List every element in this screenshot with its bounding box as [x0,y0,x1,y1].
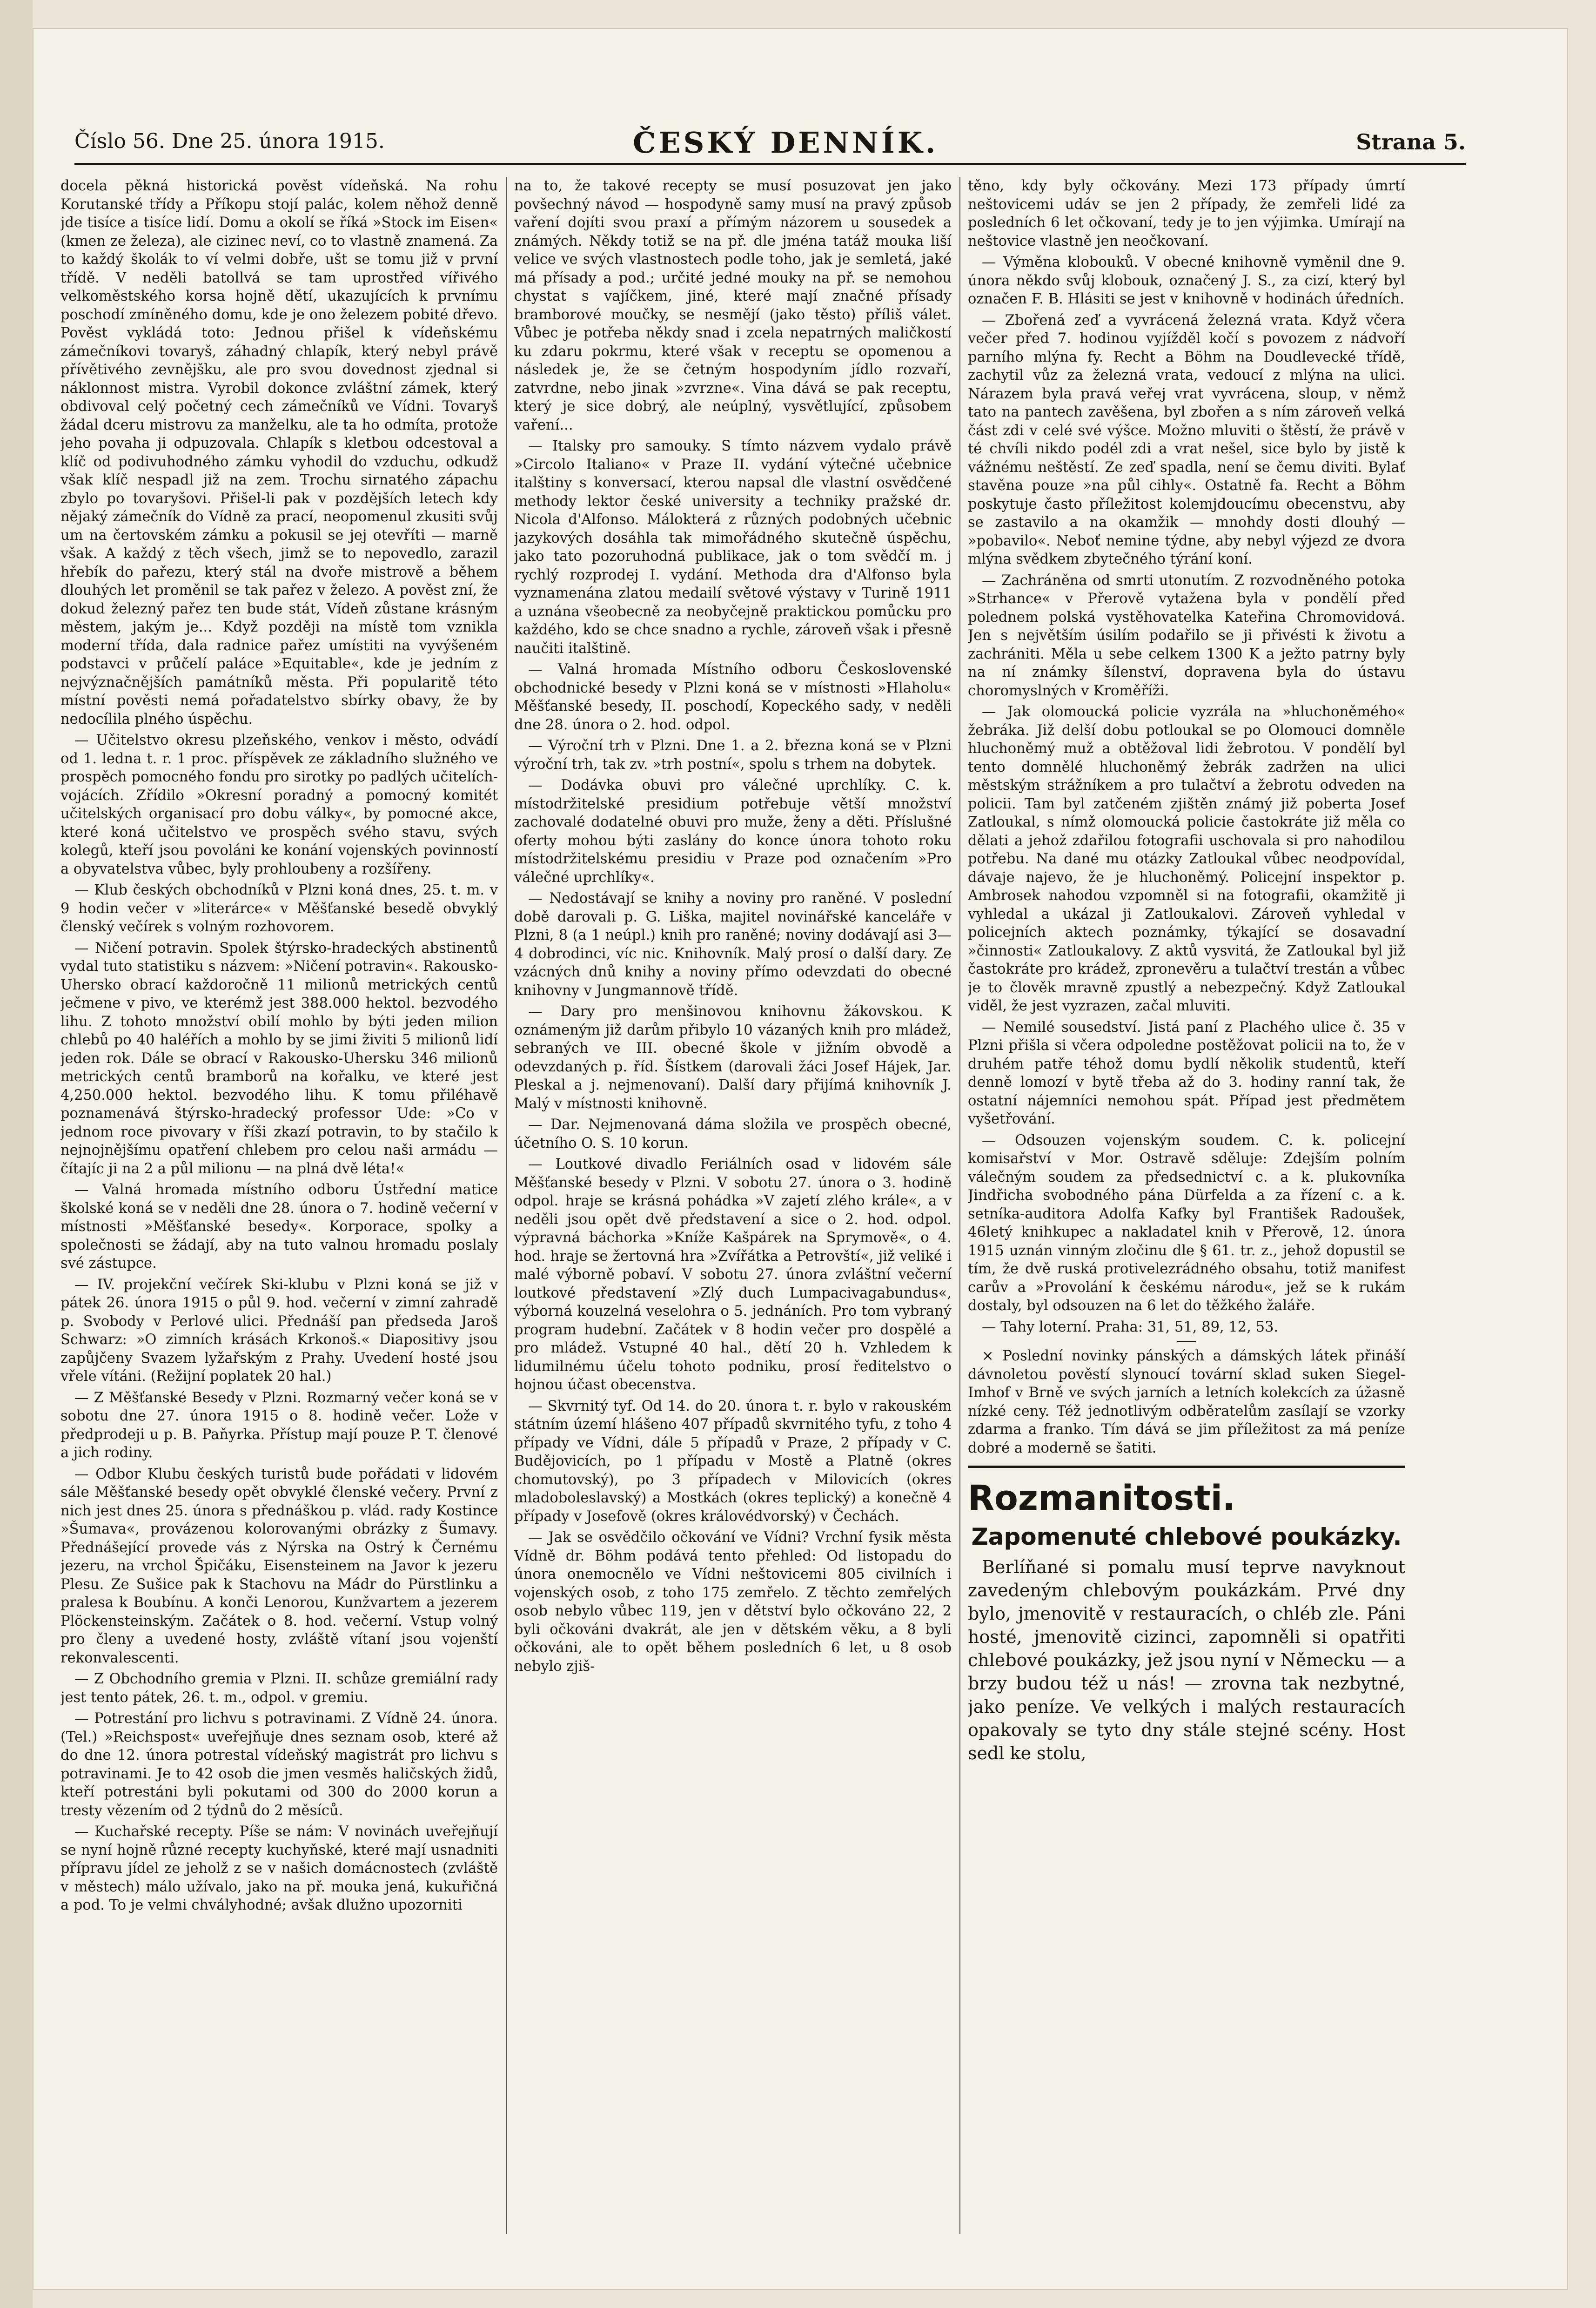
article: — Klub českých obchodníků v Plzni koná dnes, 25. t. m. v 9 hodin večer v »literárce« v Měšťanské besedě obvyklý členský večírek s volným rozhovorem. [60,882,498,935]
article: — Jak olomoucká policie vyzrála na »hluchoněmého« žebráka. Již delší dobu potloukal se po Olomouci domněle hluchoněmý muž a obtěžoval lidi žebrotou. V pondělí byl tento domnělé hluchoněmý žebrák zadržen na ulici městským strážníkem a pro tulačtví a žebrotu odveden na policii. Tam byl zatčeném zjištěn známý již poberta Josef Zatloukal, s nímž olomoucká policie častokráte již měla co dělati a jehož zdařilou fotografii uschovala si pro nahodilou potřebu. Na dané mu otázky Zatloukal vůbec neodpovídal, dávaje najevo, že je hluchoněmý. Policejní inspektor p. Ambrosek nahodou vzpomněl si na fotografii, okamžitě ji vyhledal a ukázal ji Zatloukalovi. Zároveň vyhledal v policejních aktech poznámky, týkající se dosavadní »činnosti« Zatloukalovy. Z aktů vysvitá, že Zatloukal byl již častokráte pro krádež, zpronevěru a tulačtví trestán a vůbec je to člověk mravně zpustlý a nebezpečný. Když Zatloukal viděl, že jest vyzrazen, začal mluviti. [968,704,1405,1014]
article: — Z Obchodního gremia v Plzni. II. schůze gremiální rady jest tento pátek, 26. t. m., odpol. v gremiu. [60,1671,498,1706]
column-rule [959,177,960,2234]
page-number: Strana 5. [1356,129,1466,155]
article: — Italsky pro samouky. S tímto názvem vydalo právě »Circolo Italiano« v Praze II. vydání výtečné učebnice italštiny s konversací, kterou napsal dle vlastní osvědčené methody lektor české university a techniky pražské dr. Nicola d'Alfonso. Málokterá z různých podobných učebnic jazykových dosáhla tak mimořádného skutečně úspěchu, jako tato pozoruhodná publikace, jak o tom svědčí m. j rychlý rozprodej I. vydání. Methoda dra d'Alfonso byla vyznamenána zlatou medailí světové výstavy v Turině 1911 a uznána všeobecně za neobyčejně praktickou pomůcku pro každého, kdo se chce snadno a rychle, zároveň však i přesně naučiti italštině. [514,438,952,657]
article: — Valná hromada Místního odboru Československé obchodnické besedy v Plzni koná se v místnosti »Hlaholu« Měšťanské besedy, II. poschodí, Kopeckého sady, v neděli dne 28. února o 2. hod. odpol. [514,661,952,733]
article: — Zachráněna od smrti utonutím. Z rozvodněného potoka »Strhance« v Přerově vytažena byla v pondělí před polednem polská vystěhovatelka Kateřina Chromovidová. Jen s největším úsilím podařilo se ji přivésti k životu a zachrániti. Měla u sebe celkem 1300 K a ježto patrny byly na ní známky šílenství, dopravena byla do ústavu choromyslných v Kroměříži. [968,572,1405,699]
section-body: Berlíňané si pomalu musí teprve navyknout zavedeným chlebovým poukázkám. Prvé dny bylo, jmenovitě v restauracích, o chléb zle. Páni hosté, jmenovitě cizinci, zapomněli si opatřiti chlebové poukázky, jež jsou nyní v Německu — a brzy budou též u nás! — zrovna tak nezbytné, jako peníze. Ve velkých i malých restauracích opakovaly se tyto dny stále stejné scény. Host sedl ke stolu, [968,1557,1405,1763]
article: na to, že takové recepty se musí posuzovat jen jako povšechný návod — hospodyně samy musí na pravý způsob vaření dojíti svou praxí a přímým názorem u sousedek a známých. Někdy totiž se na př. dle jména tatáž mouka liší velice ve svých vlastnostech podle toho, jak je semletá, jaké má přísady a pod.; určité jedné mouky na př. se nemohou chystat s vajíčkem, jiné, které mají značné přísady bramborové moučky, se nesmějí (jako těsto) příliš válet. Vůbec je potřeba někdy snad i zcela nepatrných maličkostí ku zdaru pokrmu, které však v receptu se opomenou a následek je, že se četným hospodyním jídlo rozvaří, zatvrdne, nebo jinak »zvrzne«. Vina dává se pak receptu, který je sice dobrý, ale neúplný, vysvětlující, způsobem vaření... [514,178,952,433]
article: — Dodávka obuvi pro válečné uprchlíky. C. k. místodržitelské presidium potřebuje větší množství zachovalé dodatelné obuvi pro muže, ženy a děti. Příslušné oferty mohou býti zaslány do konce února tohoto roku místodržitelskému presidiu v Praze pod označením »Pro válečné uprchlíky«. [514,777,952,886]
article: těno, kdy byly očkovány. Mezi 173 případy úmrtí neštovicemi udáv se jen 2 případy, že zemřeli lidé za posledních 6 let očkovaní, tedy je to jen výjimka. Umírají na neštovice vlastně jen neočkovaní. [968,178,1405,249]
advertisement: × Poslední novinky pánských a dámských látek přináší dávnoletou pověstí slynoucí tovární sklad suken Siegel-Imhof v Brně ve svých jarních a letních kolekcích za úžasně nízké ceny. Též jednotlivým odběratelům zasílají se vzorky zdarma a franko. Tím dává se jim příležitost za má peníze dobré a moderně se šatiti. [968,1348,1405,1456]
article: — Nemilé sousedství. Jistá paní z Plachého ulice č. 35 v Plzni přišla si včera odpoledne postěžovat policii na to, že v druhém patře téhož domu bydlí několik studentů, kteří denně lomozí v bytě třeba až do 3. hodiny ranní tak, že ostatní nájemníci nemohou spát. Případ jest předmětem vyšetřování. [968,1019,1405,1127]
page-header [74,126,1466,165]
section-subtitle: Zapomenuté chlebové poukázky. [971,1523,1402,1550]
article: — Dar. Nejmenovaná dáma složila ve prospěch obecné, účetního O. S. 10 korun. [514,1117,952,1151]
column-1 [60,177,498,2234]
article: — Z Měšťanské Besedy v Plzni. Rozmarný večer koná se v sobotu dne 27. února 1915 o 8. hodině večer. Lože v předprodeji u p. B. Paňyrka. Přístup mají pouze P. T. členové a jich rodiny. [60,1389,498,1461]
article: — Skvrnitý tyf. Od 14. do 20. února t. r. bylo v rakouském státním území hlášeno 407 případů skvrnitého tyfu, z toho 4 případy ve Vídni, dále 5 případů v Praze, 2 případy v C. Budějovicích, po 1 případu v Mostě a Platně (okres chomutovský), po 3 případech v Milovicích (okres mladoboleslavský) a Mostkách (okres teplický) a konečně 4 případy v Josefově (okres královédvorský) v Čechách. [514,1398,952,1525]
article: — Tahy loterní. Praha: 31, 51, 89, 12, 53. [982,1319,1279,1335]
article: — Valná hromada místního odboru Ústřední matice školské koná se v neděli dne 28. února o 7. hodině večerní v místnosti »Měšťanské besedy«. Korporace, spolky a společnosti se žádají, aby na tuto valnou hromadu poslaly své zástupce. [60,1182,498,1272]
column-rule [506,177,507,2234]
article: — Odsouzen vojenským soudem. C. k. policejní komisařství v Mor. Ostravě sděluje: Zdejším polním válečným soudem za předsednictví c. a k. plukovníka Jindřicha svobodného pána Dürfelda a za řízení c. a k. setníka-auditora Adolfa Kafky byl František Radoušek, 46letý knihkupec a nakladatel knih v Přerově, 12. února 1915 uznán vinným zločinu dle § 61. tr. z., jehož dopustil se tím, že dvě ruská protivelezrádného obsahu, totiž manifest carův a »Provolání k českému národu«, jež se k rukám dostaly, byl odsouzen na 6 let do těžkého žaláře. [968,1132,1405,1314]
section-title: Rozmanitosti. [968,1478,1236,1518]
article: — Nedostávají se knihy a noviny pro raněné. V poslední době darovali p. G. Liška, majitel novinářské kanceláře v Plzni, 8 (a 1 neúpl.) knih pro raněné; noviny dodávají asi 3—4 dobrodinci, víc nic. Knihovník. Malý prosí o další dary. Ze vzácných dnů knihy a noviny přímo odevzdati do obecné knihovny v Jungmannově třídě. [514,890,952,999]
article: docela pěkná historická pověst vídeňská. Na rohu Korutanské třídy a Příkopu stojí palác, kolem něhož denně jde tisíce a tisíce lidí. Domu a okolí se říká »Stock im Eisen« (kmen ze železa), ale cizinec neví, co to vlastně znamená. Za to každý školák to ví velmi dobře, ušt se tomu již v první třídě. V neděli batollvá se tam uprostřed vířivého velkoměstského korsa hojně dětí, ukazujících k prvnímu poschodí zmíněného domu, kde je ono železem pobité dřevo. Pověst vykládá toto: Jednou přišel k vídeňskému zámečníkovi tovaryš, záhadný chlapík, který nebyl právě přívětivého zevnějšku, ale pro svou dovednost zjednal si náklonnost mistra. Vyrobil dokonce zvláštní zámek, který obdivoval celý početný cech zámečníků ve Vídni. Tovaryš žádal dceru mistrovu za manželku, ale ta ho odmíta, protože jeho povaha ji odpuzovala. Chlapík s kletbou odcestoval a klíč od podivuhodného zámku vyhodil do vzduchu, odkudž však klíč nespadl již na zem. Trochu sirnatého zápachu zbylo po tovaryšovi. Přišel-li pak v pozdějších letech kdy nějaký zámečník do Vídně za prací, neopomenul zkusiti svůj um na čertovském zámku a pokusil se jej otevříti — marně však. A každý z těch všech, jimž se to nepovedlo, zarazil hřebík do pařezu, který stál na dvoře mistrově a během dlouhých let proměnil se tak pařez v železo. A pověst zní, že dokud železný pařez ten bude stát, Vídeň zůstane krásným městem, jakým je... Když později na místě tom vznikla moderní třída, dala radnice pařez umístiti na vyvýšeném podstavci v průčelí paláce »Equitable«, kde je jedním z nejvýznačnějších památníků města. Při popularitě této místní pověsti nemá pořadatelstvo sbírky obavy, že by nedocílila plného úspěchu. [60,178,498,727]
article: — Odbor Klubu českých turistů bude pořádati v lidovém sále Měšťanské besedy opět obvyklé členské večery. První z nich jest dnes 25. února s přednáškou p. vlád. rady Kostince »Šumava«, provázenou kolorovanými obrázky z Šumavy. Přednášející provede vás z Nýrska na Ostrý k Černému jezeru, na vrchol Špičáku, Eisensteinem na Javor k jezeru Plesu. Ze Sušice pak k Stachovu na Mádr do Pürstlinku a pralesa k Boubínu. A konči Lenorou, Kunžvartem a jezerem Plöckensteinským. Začátek o 8. hod. večerní. Vstup volný pro členy a uvedené hosty, zvláště vítaní jsou vojenští rekonvalescenti. [60,1466,498,1666]
article: — Jak se osvědčilo očkování ve Vídni? Vrchní fysik města Vídně dr. Böhm podává tento přehled: Od listopadu do února onemocnělo ve Vídni neštovicemi 805 civilních i vojenských osob, z toho 175 zemřelo. Z těchto zemřelých osob nebylo vůbec 119, jen v dětství bylo očkováno 22, 2 byli očkováni dvakrát, ale jen v dětském věku, a 8 byli očkováni, ale to opět během posledních 6 let, u 8 osob nebylo zjiš- [514,1529,952,1675]
column-3 [968,177,1405,2234]
article: — IV. projekční večírek Ski-klubu v Plzni koná se již v pátek 26. února 1915 o půl 9. hod. večerní v zimní zahradě p. Svobody v Perlové ulici. Přednáší pan předseda Jaroš Schwarz: »O zimních krásách Krkonoš.« Diapositivy jsou zapůjčeny Svazem lyžařským z Prahy. Uvedení hosté jsou vřele vítáni. (Režijní poplatek 20 hal.) [60,1276,498,1385]
article: — Loutkové divadlo Feriálních osad v lidovém sále Měšťanské besedy v Plzni. V sobotu 27. února o 3. hodině odpol. hraje se krásná pohádka »V zajetí zlého krále«, a v neděli jsou opět dvě představení a sice o 2. hod. odpol. výpravná báchorka »Kníže Kašpárek na Sprymově«, o 4. hod. hraje se žertovná hra »Zvířátka a Petrovští«, již veliké i malé výborně pobaví. V sobotu 27. února zvláštní večerní loutkové představení »Zlý duch Lumpacivagabundus«, výborná kouzelná veselohra o 5. jednáních. Pro tom vybraný program hudební. Začátek v 8 hodin večer pro dospělé a pro mládež. Vstupné 40 hal., dětí 20 h. Vzhledem k lidumilnému účelu tohoto podniku, prosí ředitelstvo o hojnou účast obecenstva. [514,1156,952,1393]
section-rule [968,1466,1405,1468]
article: — Ničení potravin. Spolek štýrsko-hradeckých abstinentů vydal tuto statistiku s názvem: »Ničení potravin«. Rakousko-Uhersko obrací každoročně 11 milionů metrických centů ječmene v pivo, ve kterémž jest 388.000 hektol. bezvodého lihu. Z tohoto množství obilí mohlo by býti jeden milion chlebů po 40 haléřích a mohlo by se jimi živiti 5 milionů lidí jeden rok. Dále se obrací v Rakousko-Uhersku 346 milionů metrických centů bramborů na kořalku, ve které jest 4,250.000 hektol. bezvodého lihu. K tomu přiléhavě poznamenává štýrsko-hradecký professor Ude: »Co v jednom roce pivovary v říši zkazí potravin, to by stačilo k nejnojnějšímu opatření chlebem pro celou naši armádu — čítajíc ji na 2 a půl milionu — na plná dvě léta!« [60,940,498,1177]
article: — Učitelstvo okresu plzeňského, venkov i město, odvádí od 1. ledna t. r. 1 proc. příspěvek ze základního služného ve prospěch pomocného fondu pro sirotky po padlých učitelích-vojácích. Zřídilo »Okresní poradný a pomocný komitét učitelských organisací pro dobu války«, by pomocné akce, které koná učitelstvo ve prospěch svého stavu, svých kolegů, kteří jsou povoláni ke konání vojenských povinností a obyvatelstva vůbec, byly prohloubeny a rozšířeny. [60,732,498,877]
separator [1177,1341,1196,1342]
issue-date: Číslo 56. Dne 25. února 1915. [74,129,385,153]
article: — Zbořená zeď a vyvrácená železná vrata. Když včera večer před 7. hodinou vyjížděl kočí s povozem z nádvoří parního mlýna fy. Recht a Böhm na Doudlevecké třídě, zachytil vůz za železná vrata, vedoucí z mlýna na ulici. Nárazem byla pravá veřej vrat vyvrácena, sloup, v němž tato na pantech zavěšena, byl zbořen a s ním zároveň velká část zdi v celé své výšce. Možno mluviti o štěstí, že právě v té chvíli nikdo podél zdi a vrat nešel, sice bylo by jistě k vážnému neštěstí. Ze zeď spadla, není se čemu diviti. Bylať stavěna pouze »na půl cihly«. Ostatně fa. Recht a Böhm poskytuje často příležitost kolemjdoucímu obecenstvu, aby se zastavilo a na okamžik — mnohdy dosti dlouhý — »pobavilo«. Neboť nemine týdne, aby nebyl výjezd ze dvora mlýna svědkem zbytečného týrání koní. [968,312,1405,567]
article: — Výměna klobouků. V obecné knihovně vyměnil dne 9. února někdo svůj klobouk, označený J. S., za cizí, který byl označen F. B. Hlásiti se jest v knihovně v hodinách úředních. [968,254,1405,307]
article: — Výroční trh v Plzni. Dne 1. a 2. března koná se v Plzni výroční trh, tak zv. »trh postní«, spolu s trhem na dobytek. [514,738,952,773]
article: — Dary pro menšinovou knihovnu žákovskou. K oznámeným již darům přibylo 10 vázaných knih pro mládež, sebraných ve III. obecné škole v jižním obvodě a odevzdaných p. říd. Šístkem (darovali žáci Josef Hájek, Jar. Pleskal a j. nejmenovaní). Další dary přijímá knihovník J. Malý v místnosti knihovně. [514,1003,952,1112]
article: — Potrestání pro lichvu s potravinami. Z Vídně 24. února. (Tel.) »Reichspost« uveřejňuje dnes seznam osob, které až do dne 12. února potrestal vídeňský magistrát pro lichvu s potravinami. Je to 42 osob die jmen vesměs haličských židů, kteří potrestáni byli pokutami od 300 do 2000 korun a tresty vězením od 2 týdnů do 2 měsíců. [60,1710,498,1819]
column-2 [514,177,952,2234]
page-edge [0,0,33,2308]
article: — Kuchařské recepty. Píše se nám: V novinách uveřejňují se nyní hojně různé recepty kuchyňské, které mají usnadniti přípravu jídel ze jeholž z se v našich domácnostech (zvláště v městech) málo užívalo, jako na př. mouka jená, kukuřičná a pod. To je velmi chvályhodné; avšak dlužno upozorniti [60,1824,498,1913]
masthead: ČESKÝ DENNÍK. [633,126,939,160]
